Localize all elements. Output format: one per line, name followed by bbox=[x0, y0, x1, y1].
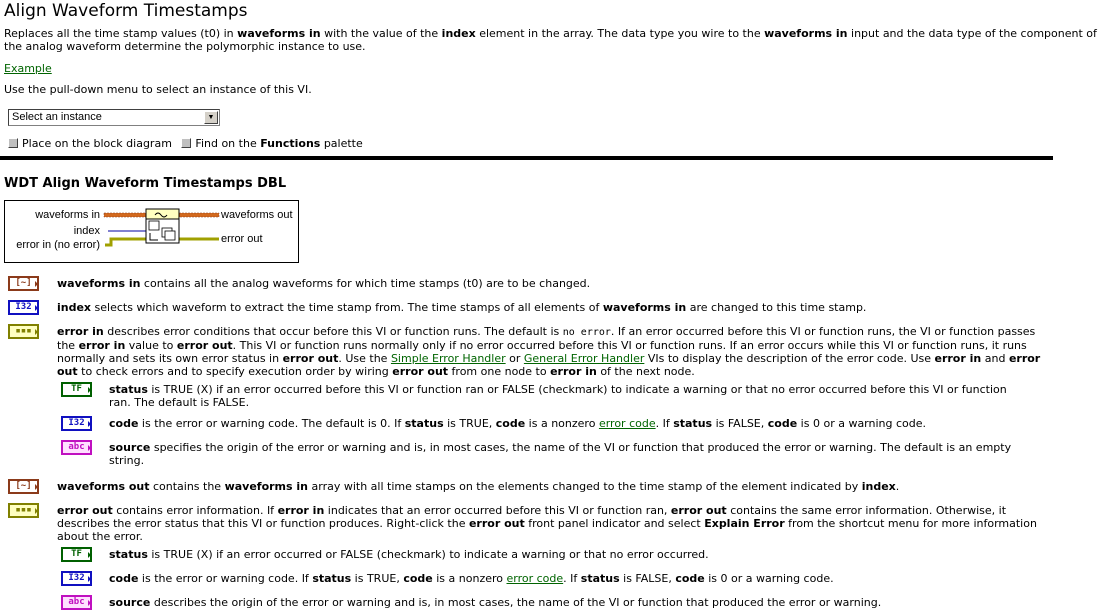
text-segment: from the shortcut menu for more information about the error. bbox=[57, 517, 1037, 543]
waveform-array-icon: [~] bbox=[8, 276, 39, 291]
boolean-icon: TF bbox=[61, 547, 92, 562]
term-bold: waveforms in bbox=[237, 27, 321, 40]
text-segment: to check errors and to specify execution order by wiring bbox=[77, 365, 393, 378]
text-segment: value to bbox=[125, 339, 177, 352]
find-on-functions-palette[interactable] bbox=[181, 137, 362, 150]
term-bold: error in bbox=[78, 339, 126, 352]
parameter-description bbox=[109, 596, 1014, 609]
parameter-description bbox=[109, 572, 1014, 585]
term-bold: waveforms out bbox=[57, 480, 150, 493]
term-bold: error out bbox=[392, 365, 449, 378]
term-bold: index bbox=[57, 301, 92, 314]
boolean-icon: TF bbox=[61, 382, 92, 397]
term-bold: index bbox=[441, 27, 476, 40]
chevron-down-icon[interactable]: ▼ bbox=[204, 111, 218, 124]
parameter-description bbox=[57, 480, 1049, 493]
text-segment: is TRUE, bbox=[351, 572, 404, 585]
text-segment: front panel indicator and select bbox=[524, 517, 705, 530]
term-bold: error out bbox=[57, 504, 113, 517]
text-segment: indicates that an error occurred before this VI or function ran, bbox=[324, 504, 671, 517]
i32-icon: I32 bbox=[61, 571, 92, 586]
parameter-description bbox=[109, 383, 1014, 409]
text-segment: describes error conditions that occur before this VI or function runs. The default is bbox=[103, 325, 563, 338]
text-segment: array with all time stamps on the elements changed to the time stamp of the element indicated by bbox=[308, 480, 862, 493]
term-bold: error out bbox=[670, 504, 727, 517]
parameter-description bbox=[57, 504, 1049, 543]
text-segment: is the error or warning code. If bbox=[138, 572, 313, 585]
help-link[interactable]: General Error Handler bbox=[523, 352, 645, 365]
text-segment: contains all the analog waveforms for which time stamps (t0) are to be changed. bbox=[140, 277, 591, 290]
place-on-block-diagram[interactable] bbox=[8, 137, 172, 150]
instance-select-value: Select an instance bbox=[12, 111, 102, 123]
terminal-index: index bbox=[73, 225, 100, 237]
page-title: Align Waveform Timestamps bbox=[4, 1, 248, 21]
term-bold: error out bbox=[57, 352, 1041, 378]
text-segment: is a nonzero bbox=[432, 572, 507, 585]
term-bold: status bbox=[673, 417, 713, 430]
place-label: Place on the block diagram bbox=[22, 137, 172, 150]
text-segment: and bbox=[981, 352, 1009, 365]
parameter-description bbox=[57, 277, 1049, 290]
connector-pane bbox=[4, 200, 299, 263]
term-bold: status bbox=[580, 572, 620, 585]
term-bold: error in bbox=[550, 365, 597, 378]
term-bold: source bbox=[109, 596, 151, 609]
term-bold: code bbox=[403, 572, 433, 585]
help-link[interactable]: error code bbox=[598, 417, 656, 430]
term-bold: error out bbox=[176, 339, 233, 352]
i32-icon: I32 bbox=[61, 416, 92, 431]
terminal-waveforms-out: waveforms out bbox=[221, 209, 293, 221]
term-bold: error in bbox=[934, 352, 982, 365]
term-bold: status bbox=[404, 417, 444, 430]
term-bold: error in bbox=[277, 504, 325, 517]
error-cluster-icon: ▪▪▪ bbox=[8, 503, 39, 518]
parameter-description bbox=[57, 325, 1049, 378]
find-label: Find on the bbox=[195, 137, 261, 150]
text-segment: describes the origin of the error or warning and is, in most cases, the name of the VI or function that produced the error or warning. bbox=[150, 596, 882, 609]
text-segment: of the next node. bbox=[596, 365, 695, 378]
parameter-description bbox=[109, 548, 1014, 561]
term-bold: error out bbox=[468, 517, 525, 530]
text-segment: contains the same error information. Otherwise, it describes the error status that this VI or function produces. Right-click the bbox=[57, 504, 1007, 530]
code-text: no error bbox=[562, 327, 611, 338]
description bbox=[4, 27, 1104, 53]
string-icon: abc bbox=[61, 595, 92, 610]
text-segment: is 0 or a warning code. bbox=[797, 417, 927, 430]
text-segment: . This VI or function runs normally only if no error occurred before this VI or function runs. If an error occurs while this VI or function runs, it runs normally and sets its own error status in bbox=[57, 339, 1027, 365]
term-bold: status bbox=[109, 383, 148, 396]
text-segment: are changed to this time stamp. bbox=[686, 301, 867, 314]
term-bold: waveforms in bbox=[224, 480, 309, 493]
term-bold: source bbox=[109, 441, 151, 454]
example-link[interactable]: Example bbox=[4, 62, 52, 75]
i32-icon: I32 bbox=[8, 300, 39, 315]
help-link[interactable]: Simple Error Handler bbox=[390, 352, 506, 365]
term-bold: code bbox=[495, 417, 526, 430]
text-segment: element in the array. The data type you wire to the bbox=[475, 27, 765, 40]
term-bold: status bbox=[312, 572, 352, 585]
text-segment: is TRUE, bbox=[443, 417, 496, 430]
instance-heading: WDT Align Waveform Timestamps DBL bbox=[4, 176, 287, 191]
string-icon: abc bbox=[61, 440, 92, 455]
text-segment: is FALSE, bbox=[619, 572, 676, 585]
text-segment: . If bbox=[655, 417, 674, 430]
terminal-error-out: error out bbox=[221, 233, 263, 245]
term-bold: code bbox=[109, 572, 139, 585]
error-cluster-icon: ▪▪▪ bbox=[8, 324, 39, 339]
parameter-description bbox=[109, 441, 1014, 467]
text-segment: with the value of the bbox=[320, 27, 442, 40]
waveform-array-icon: [~] bbox=[8, 479, 39, 494]
text-segment: is FALSE, bbox=[712, 417, 768, 430]
text-segment: from one node to bbox=[448, 365, 551, 378]
text-segment: . If an error occurred before this VI or function runs, the VI or function passes the bbox=[57, 325, 1036, 352]
text-segment: is TRUE (X) if an error occurred before this VI or function ran or FALSE (checkmark) to indicate a warning or that no error occurred before this VI or function ran. The default is FALSE. bbox=[109, 383, 1007, 409]
terminal-error-in: error in (no error) bbox=[16, 239, 100, 251]
text-segment: selects which waveform to extract the time stamp from. The time stamps of all elements of bbox=[91, 301, 603, 314]
options bbox=[8, 137, 369, 150]
pulldown-instructions: Use the pull-down menu to select an instance of this VI. bbox=[4, 83, 312, 96]
text-segment: is a nonzero bbox=[525, 417, 599, 430]
term-bold: index bbox=[861, 480, 896, 493]
text-segment: Replaces all the time stamp values (t0) in bbox=[4, 27, 238, 40]
term-bold: error in bbox=[57, 325, 104, 338]
text-segment: input and the data type of the component of the analog waveform determine the polymorphic instance to use. bbox=[4, 27, 1097, 53]
instance-select[interactable] bbox=[8, 109, 220, 126]
term-bold: Explain Error bbox=[704, 517, 785, 530]
term-bold: code bbox=[767, 417, 798, 430]
find-label-suffix: palette bbox=[320, 137, 363, 150]
text-segment: VIs to display the description of the error code. Use bbox=[644, 352, 935, 365]
terminal-waveforms-in: waveforms in bbox=[35, 209, 100, 221]
term-bold: code bbox=[109, 417, 139, 430]
text-segment: is TRUE (X) if an error occurred or FALSE (checkmark) to indicate a warning or that no error occurred. bbox=[147, 548, 709, 561]
text-segment: . bbox=[895, 480, 900, 493]
text-segment: contains error information. If bbox=[112, 504, 278, 517]
help-link[interactable]: error code bbox=[506, 572, 564, 585]
text-segment: . Use the bbox=[338, 352, 391, 365]
text-segment: is the error or warning code. The default is 0. If bbox=[138, 417, 405, 430]
text-segment: or bbox=[505, 352, 524, 365]
parameter-description bbox=[109, 417, 1014, 430]
term-bold: error out bbox=[282, 352, 339, 365]
term-bold: waveforms in bbox=[602, 301, 687, 314]
term-bold: waveforms in bbox=[57, 277, 141, 290]
text-segment: . If bbox=[563, 572, 581, 585]
checkbox-icon bbox=[181, 138, 191, 148]
vi-icon-diagram bbox=[5, 201, 300, 264]
parameter-description bbox=[57, 301, 1049, 314]
checkbox-icon bbox=[8, 138, 18, 148]
text-segment: contains the bbox=[149, 480, 225, 493]
text-segment: specifies the origin of the error or warning and is, in most cases, the name of the VI or function that produced the error or warning. The default is an empty string. bbox=[109, 441, 1012, 467]
text-segment: is 0 or a warning code. bbox=[704, 572, 834, 585]
term-bold: code bbox=[675, 572, 705, 585]
term-bold: waveforms in bbox=[764, 27, 848, 40]
divider bbox=[0, 156, 1053, 160]
find-label-bold: Functions bbox=[260, 137, 321, 150]
term-bold: status bbox=[109, 548, 148, 561]
